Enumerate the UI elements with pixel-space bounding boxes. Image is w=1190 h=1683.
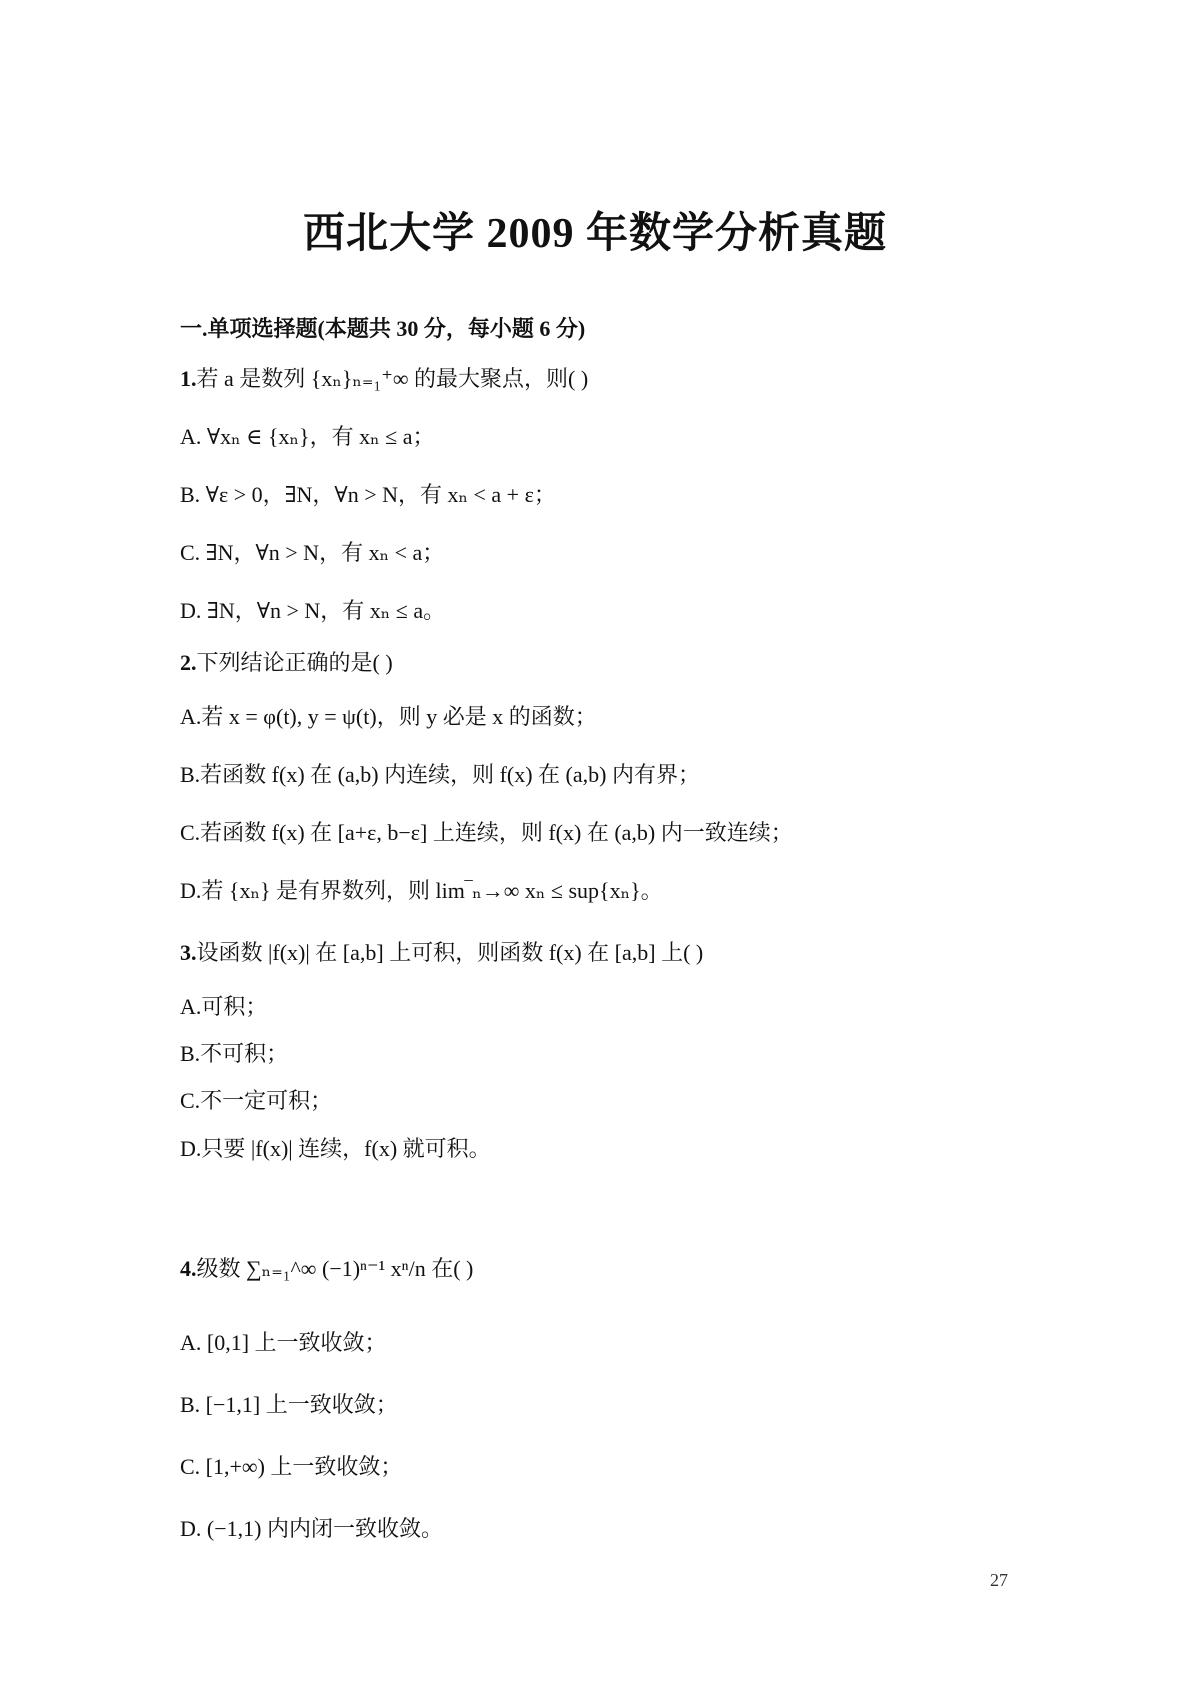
- question-number: 3.: [180, 940, 197, 965]
- page-number: 27: [990, 1570, 1008, 1590]
- option-a: A.可积；: [180, 994, 268, 1019]
- question-number: 1.: [180, 366, 197, 391]
- section-heading: 一.单项选择题(本题共 30 分，每小题 6 分): [180, 316, 586, 341]
- question-1: [180, 362, 588, 393]
- option-d: D.只要 |f(x)| 连续，f(x) 就可积。: [180, 1136, 491, 1161]
- question-stem: 级数 ∑ₙ₌₁^∞ (−1)ⁿ⁻¹ xⁿ/n 在( ): [196, 1256, 474, 1281]
- option-d: D. (−1,1) 内内闭一致收敛。: [180, 1516, 443, 1541]
- option-b: B.若函数 f(x) 在 (a,b) 内连续，则 f(x) 在 (a,b) 内有界；: [180, 762, 700, 787]
- question-stem: 下列结论正确的是( ): [196, 650, 393, 675]
- option-c: C. ∃N，∀n > N，有 xₙ < a；: [180, 540, 445, 565]
- option-b: B.不可积；: [180, 1041, 289, 1066]
- option-a: A. [0,1] 上一致收敛；: [180, 1330, 387, 1355]
- option-a: A. ∀xₙ ∈ {xₙ}，有 xₙ ≤ a；: [180, 424, 435, 449]
- option-c: C.若函数 f(x) 在 [a+ε, b−ε] 上连续，则 f(x) 在 (a,b) 内一致连续；: [180, 820, 793, 845]
- option-a: A.若 x = φ(t), y = ψ(t)，则 y 必是 x 的函数；: [180, 704, 597, 729]
- question-stem: 若 a 是数列 {xₙ}ₙ₌₁⁺∞ 的最大聚点，则( ): [196, 366, 589, 391]
- question-2: [180, 646, 393, 677]
- question-stem: 设函数 |f(x)| 在 [a,b] 上可积，则函数 f(x) 在 [a,b] 上( ): [196, 940, 704, 965]
- option-c: C. [1,+∞) 上一致收敛；: [180, 1454, 403, 1479]
- question-3: [180, 936, 703, 967]
- option-d: D. ∃N，∀n > N，有 xₙ ≤ a。: [180, 598, 446, 623]
- option-b: B. ∀ε > 0，∃N，∀n > N，有 xₙ < a + ε；: [180, 482, 556, 507]
- option-c: C.不一定可积；: [180, 1088, 333, 1113]
- page-title: 西北大学 2009 年数学分析真题: [302, 211, 887, 257]
- option-b: B. [−1,1] 上一致收敛；: [180, 1392, 398, 1417]
- question-4: [180, 1252, 473, 1283]
- question-number: 4.: [180, 1256, 197, 1281]
- option-d: D.若 {xₙ} 是有界数列，则 lim‾ₙ→∞ xₙ ≤ sup{xₙ}。: [180, 878, 663, 903]
- question-number: 2.: [180, 650, 197, 675]
